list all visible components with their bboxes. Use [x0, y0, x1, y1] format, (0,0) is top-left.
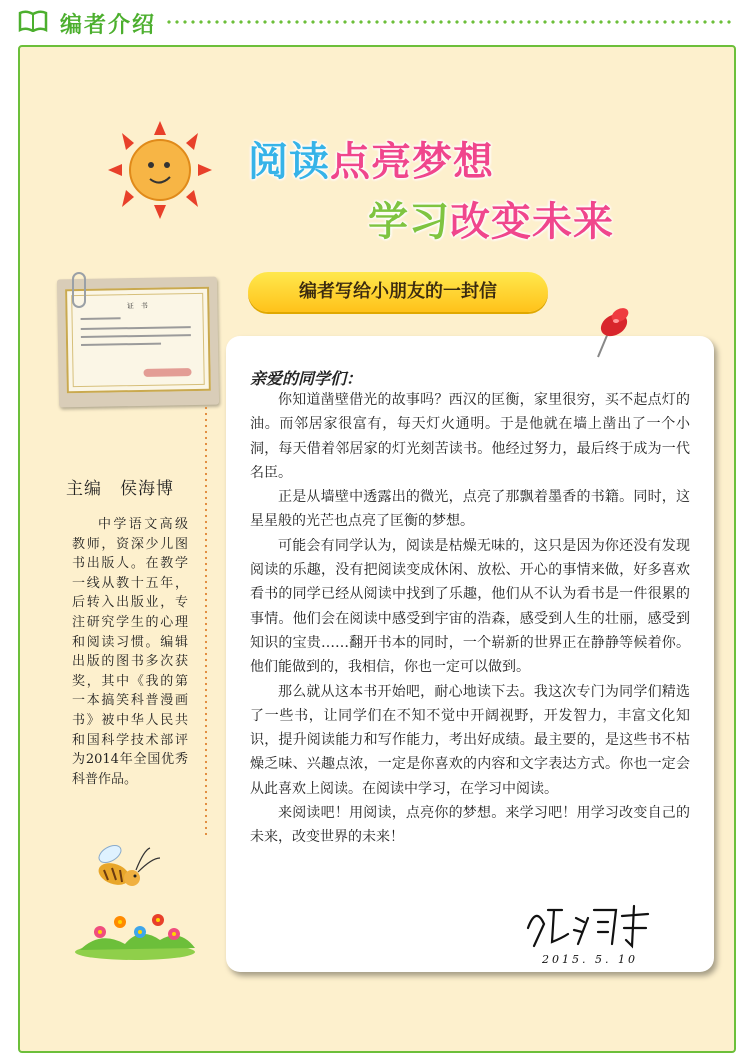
open-book-icon: [18, 10, 48, 32]
dotted-divider: [205, 405, 207, 835]
signature-date: 2015. 5. 10: [542, 953, 638, 966]
paper-clip-icon: [72, 272, 86, 308]
headline-word-study: 学习: [368, 199, 450, 245]
editor-bio: 中学语文高级教师，资深少儿图书出版人。在教学一线从教十五年，后转入出版业，专注研究学生的心理和阅读习惯。编辑出版的图书多次获奖，其中《我的第一本搞笑科普漫画书》被中华人民共和国科学技术部评为2014年全国优秀科普作品。: [72, 517, 188, 787]
sun-cartoon-icon: [100, 115, 220, 225]
push-pin-icon: [590, 303, 634, 361]
headline-line-2: [368, 190, 614, 247]
header-title: 编者介绍: [60, 13, 157, 38]
certificate-title: 证 书: [126, 301, 148, 311]
letter-paragraph: 正是从墙壁中透露出的微光，点亮了那飘着墨香的书籍。同时，这星星般的光芒也点亮了匡衡的梦想。: [250, 489, 690, 530]
headline-word-read: 阅读: [248, 139, 330, 185]
letter-paragraph: 那么就从这本书开始吧，耐心地读下去。我这次专门为同学们精选了一些书，让同学们在不知不觉中开阔视野，开发智力，丰富文化知识，提升阅读能力和写作能力，考出好成绩。最主要的，是这些书不枯燥乏味、兴趣点浓，一定是你喜欢的内容和文字表达方式。你也一定会从此喜欢上阅读。在阅读中学习，在学习中阅读。: [250, 683, 690, 797]
letter-card: [226, 336, 714, 972]
headline-word-change-future: 改变未来: [450, 199, 614, 245]
letter-paragraph: 你知道凿壁借光的故事吗？西汉的匡衡，家里很穷，买不起点灯的油。而邻居家很富有，每天灯火通明。于是他就在墙上凿出了一个小洞，每天借着邻居家的灯光刻苦读书。他经过努力，最后终于成为一代名臣。: [250, 392, 690, 481]
editor-title: 主编 侯海博: [66, 479, 174, 499]
section-header: [0, 0, 750, 44]
headline-line-1: [248, 130, 494, 187]
bee-and-flowers-icon: [70, 840, 200, 960]
letter-body: [250, 388, 690, 850]
letter-greeting: 亲爱的同学们：: [250, 369, 363, 388]
header-dotted-line: [165, 20, 735, 24]
handwritten-signature: [518, 888, 678, 968]
letter-banner: 编者写给小朋友的一封信: [248, 272, 548, 312]
letter-paragraph: 来阅读吧！用阅读，点亮你的梦想。来学习吧！用学习改变自己的未来，改变世界的未来！: [250, 805, 690, 846]
certificate: [65, 287, 211, 393]
headline-word-light-dream: 点亮梦想: [330, 139, 494, 185]
letter-paragraph: 可能会有同学认为，阅读是枯燥无味的，这只是因为你还没有发现阅读的乐趣，没有把阅读变成休闲、放松、开心的事情来做，好多喜欢看书的同学已经从阅读中找到了乐趣，他们从不认为看书是一件很累的事情。他们会在阅读中感受到宇宙的浩森，感受到人生的壮丽，感受到知识的宝贵……翻开书本的同时，一个崭新的世界正在静静等候着你。他们能做到的，我相信，你也一定可以做到。: [250, 537, 690, 676]
